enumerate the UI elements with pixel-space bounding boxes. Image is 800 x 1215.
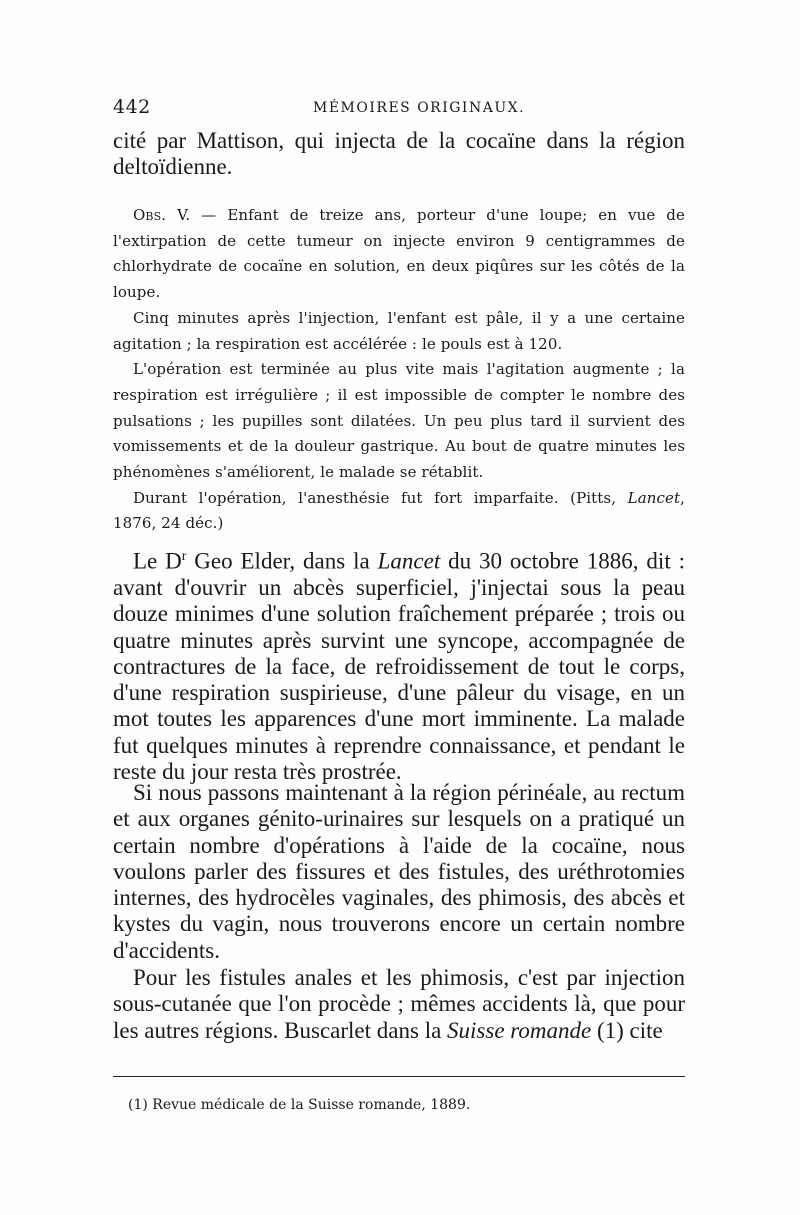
running-head: MÉMOIRES ORIGINAUX. xyxy=(313,100,526,116)
observation-paragraph-2: Cinq minutes après l'injection, l'enfant est pâle, il y a une certaine agitation ; la respiration est accélérée : le pouls est à 120. xyxy=(113,308,685,353)
perineal-paragraph: Si nous passons maintenant à la région périnéale, au rectum et aux organes génito-urinaires sur lesquels on a pratiqué un certain nombre d'opérations à l'aide de la cocaïne, nous voulons parler des fissures et des fistules, des uréthrotomies internes, des hydrocèles vaginales, des phimosis, des abcès et kystes du vagin, nous trouverons encore un certain nombre d'accidents. xyxy=(113,780,685,963)
suisse-romande-title: Suisse romande xyxy=(447,1017,592,1043)
page-header xyxy=(113,96,685,124)
fistules-ending: (1) cite xyxy=(591,1017,663,1043)
elder-paragraph xyxy=(113,543,685,785)
intro-block xyxy=(113,128,685,181)
observation-p1-text: — Enfant de treize ans, porteur d'une loupe; en vue de l'extirpation de cette tumeur on injecte environ 9 centigrammes de chlorhydrate de cocaïne en solution, en deux piqûres sur les côtés de la loupe. xyxy=(113,206,685,302)
observation-paragraph-1 xyxy=(113,203,685,306)
observation-paragraph-3: L'opération est terminée au plus vite mais l'agitation augmente ; la respiration est irrégulière ; il est impossible de compter le nombre des pulsations ; les pupilles sont dilatées. Un peu plus tard il survient des vomissements et de la douleur gastrique. Au bout de quatre minutes les phénomènes s'améliorent, le malade se rétablit. xyxy=(113,360,685,482)
perineal-block xyxy=(113,780,685,964)
intro-paragraph: cité par Mattison, qui injecta de la cocaïne dans la région deltoïdienne. xyxy=(113,128,685,180)
footnote: (1) Revue médicale de la Suisse romande, 1889. xyxy=(128,1097,471,1113)
elder-block xyxy=(113,543,685,785)
fistules-block xyxy=(113,965,685,1044)
elder-lancet: Lancet xyxy=(377,548,441,574)
footnote-rule xyxy=(113,1076,685,1077)
doctor-superscript: r xyxy=(181,548,187,563)
elder-text: du 30 octobre 1886, dit : avant d'ouvrir un abcès superficiel, j'injectai sous la peau douze minimes d'une solution fraîchement préparée ; trois ou quatre minutes après survint une syncope, accompagnée de contractures de la face, de refroidissement de tout le corps, d'une respiration suspirieuse, d'une pâleur du visage, en un mot toutes les apparences d'une mort imminente. La malade fut quelques minutes à reprendre connaissance, et pendant le reste du jour resta très prostrée. xyxy=(113,548,686,785)
observation-paragraph-4 xyxy=(113,486,685,537)
page-number: 442 xyxy=(113,96,151,118)
lancet-citation: Lancet xyxy=(627,488,681,507)
observation-p4-date: , 1876, 24 déc.) xyxy=(113,488,685,533)
observation-label: Obs. V. xyxy=(133,206,191,224)
observation-p4-text: Durant l'opération, l'anesthésie fut fort imparfaite. (Pitts, xyxy=(133,488,628,507)
observation-block xyxy=(113,203,685,537)
elder-lead: Le D xyxy=(133,548,182,574)
fistules-text: Pour les fistules anales et les phimosis, c'est par injection sous-cutanée que l'on procède ; mêmes accidents là, que pour les autres régions. Buscarlet dans la xyxy=(113,965,685,1043)
fistules-paragraph xyxy=(113,965,685,1044)
elder-name: Geo Elder, dans la xyxy=(186,548,378,574)
